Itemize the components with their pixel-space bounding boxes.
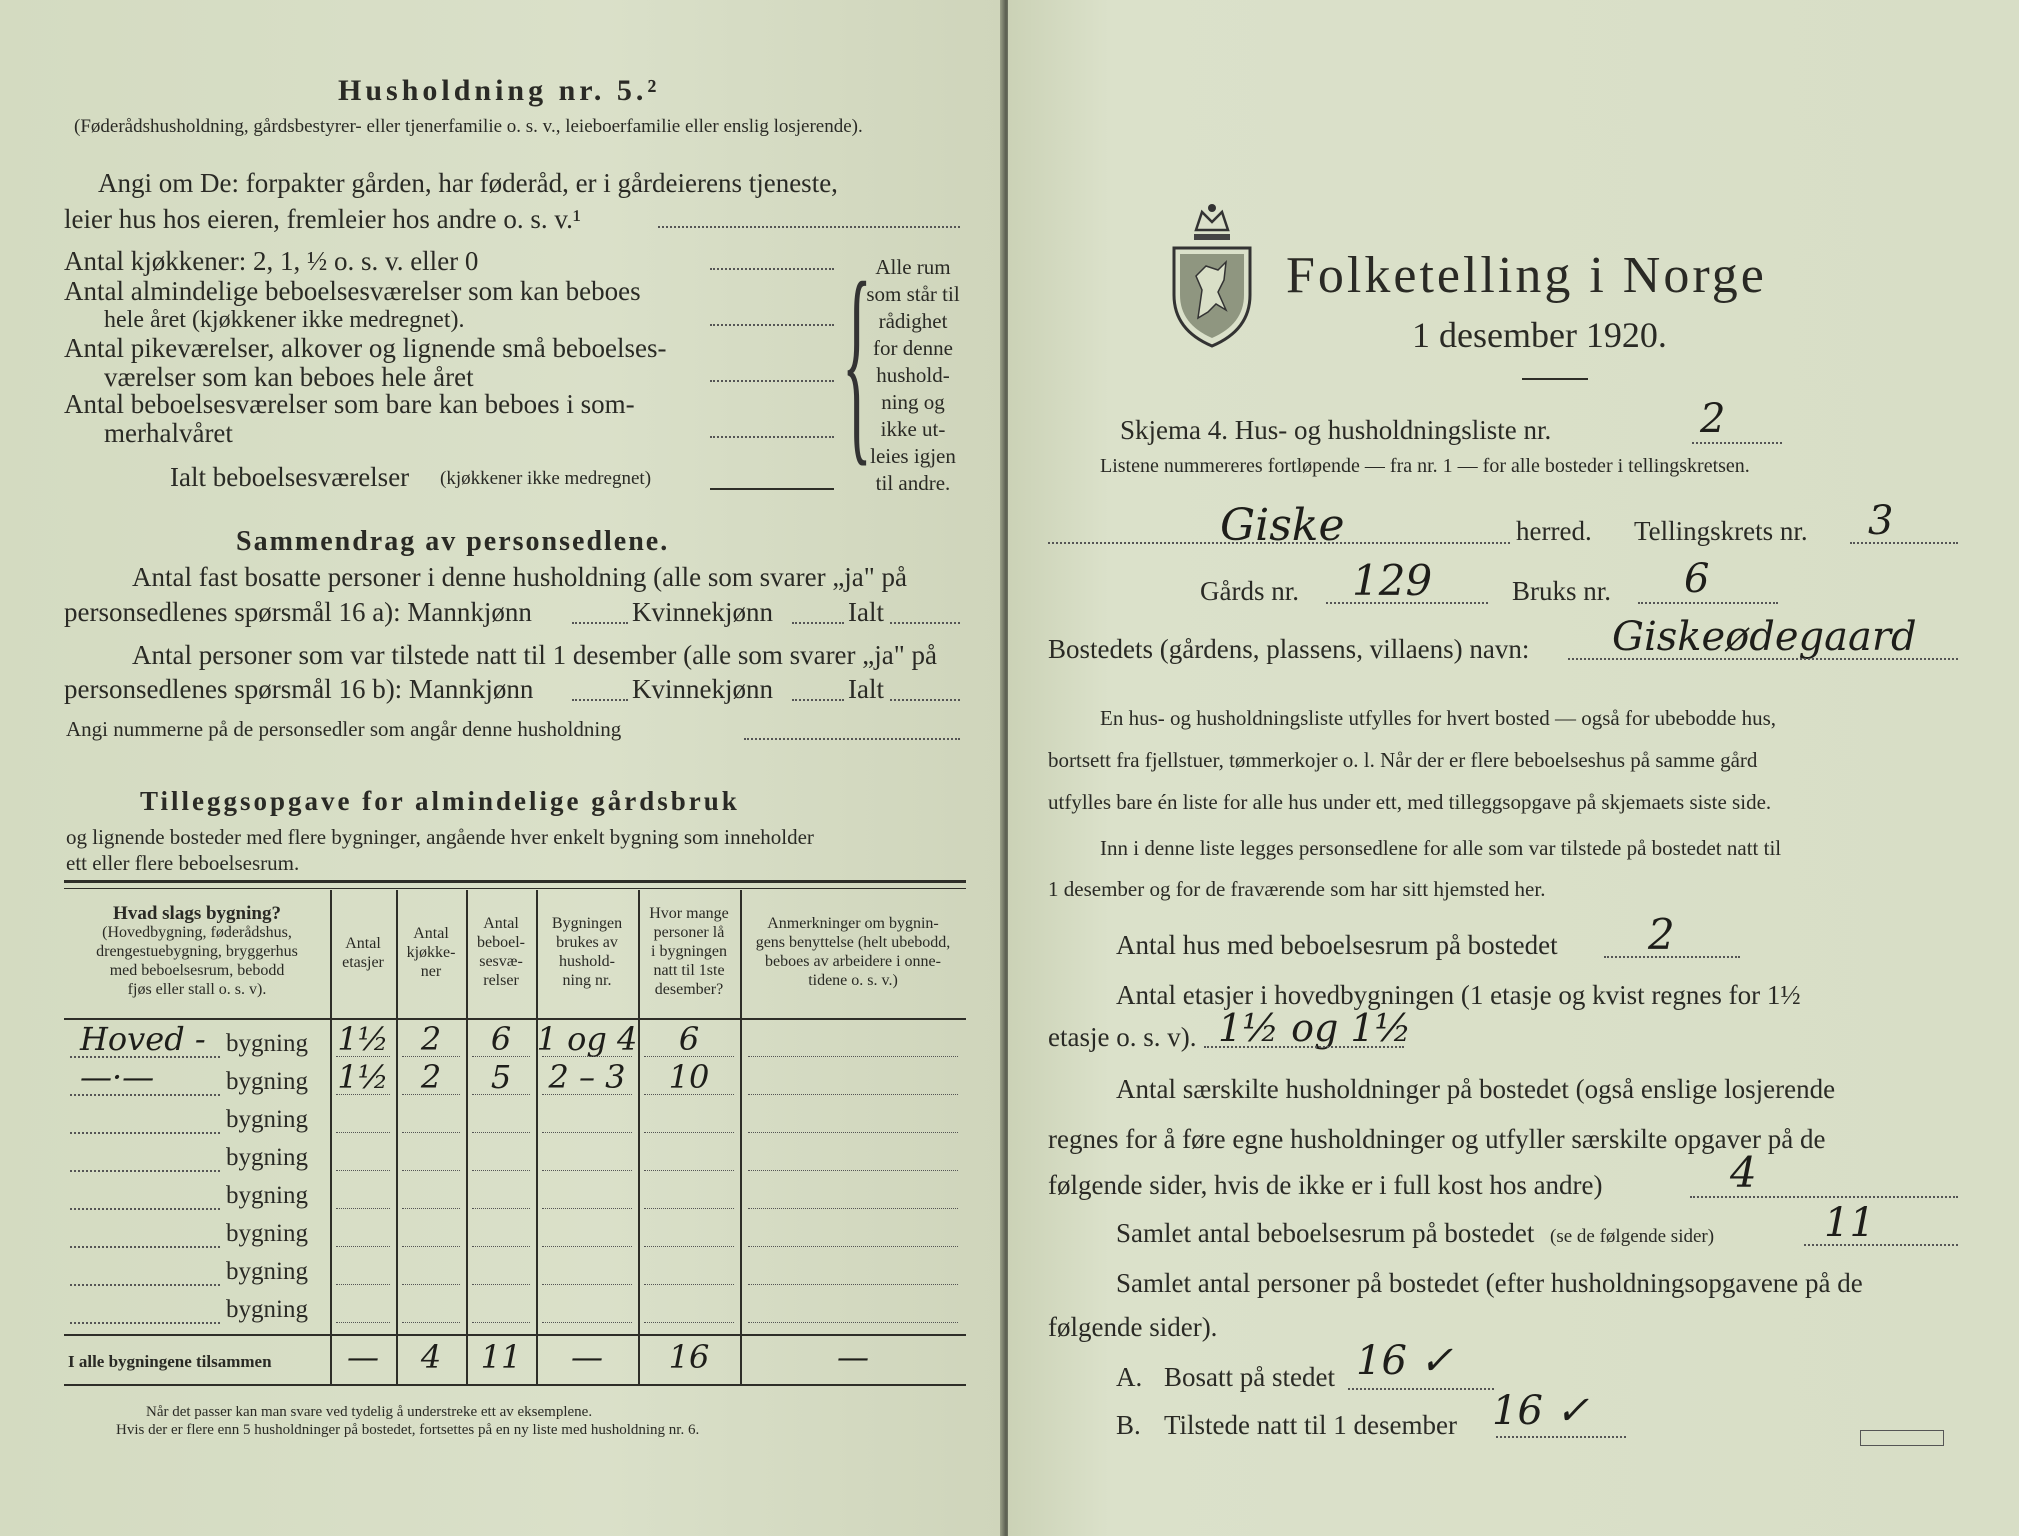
skjema-label: Skjema 4. Hus- og husholdningsliste nr. bbox=[1120, 415, 1552, 445]
table-header-cell bbox=[740, 914, 966, 990]
b-line bbox=[1496, 1436, 1626, 1438]
krets-value: 3 bbox=[1868, 498, 1894, 544]
building-suffix: bygning bbox=[226, 1106, 308, 1133]
header-rule bbox=[64, 1018, 966, 1020]
table-header-text: Antal bbox=[483, 915, 519, 932]
cell-line bbox=[402, 1094, 460, 1095]
hush-value: 4 bbox=[1730, 1148, 1757, 1197]
cell-personer: 6 bbox=[678, 1020, 700, 1058]
table-header-text: Anmerkninger om bygnin- bbox=[767, 915, 939, 932]
table-header-text: Bygningen bbox=[551, 915, 623, 932]
table-header-cell bbox=[638, 904, 740, 999]
cell-line bbox=[542, 1284, 632, 1285]
cell-vaerelser: 6 bbox=[490, 1020, 512, 1058]
building-suffix: bygning bbox=[226, 1182, 308, 1209]
side-note-line: som står til bbox=[866, 282, 960, 306]
table-header-text: med beboelsesrum, bebodd bbox=[109, 962, 285, 979]
table-header-cell bbox=[64, 904, 330, 999]
etasjer-line1: Antal etasjer i hovedbygningen (1 etasje og kvist regnes for 1½ bbox=[1116, 980, 1801, 1010]
rooms-kjokkener: Antal kjøkkener: 2, 1, ½ o. s. v. eller 0 bbox=[64, 246, 479, 276]
building-type-line bbox=[70, 1094, 220, 1096]
building-type-line bbox=[70, 1208, 220, 1210]
bruks-value: 6 bbox=[1684, 556, 1710, 602]
side-note-line: til andre. bbox=[875, 471, 951, 495]
side-note-line: ikke ut- bbox=[880, 417, 946, 441]
summary-p1-line1: Antal fast bosatte personer i denne husholdning (alle som svarer „ja" på bbox=[132, 562, 908, 592]
summary-angi: Angi nummerne på de personsedler som angår denne husholdning bbox=[66, 717, 622, 741]
b-text: Tilstede natt til 1 desember bbox=[1164, 1410, 1457, 1440]
etasjer-value: 1½ og 1½ bbox=[1218, 1006, 1412, 1050]
cell-line bbox=[644, 1284, 734, 1285]
cell-line bbox=[644, 1170, 734, 1171]
samlet-rum-note: (se de følgende sider) bbox=[1550, 1226, 1715, 1247]
herred-line bbox=[1048, 542, 1510, 544]
table-header-text: gens benyttelse (helt ubebodd, bbox=[755, 934, 951, 951]
bosted-value: Giskeødegaard bbox=[1612, 614, 1917, 660]
cell-husholdning: 1 og 4 bbox=[536, 1020, 638, 1058]
hush-line3: følgende sider, hvis de ikke er i full kost hos andre) bbox=[1048, 1170, 1603, 1200]
rooms-pike-1: Antal pikeværelser, alkover og lignende små beboelses- bbox=[64, 333, 667, 363]
tillegg-title: Tilleggsopgave for almindelige gårdsbruk bbox=[140, 786, 740, 816]
kvinne-label: Kvinnekjønn bbox=[632, 597, 773, 627]
hush-line bbox=[1690, 1196, 1958, 1198]
total-vaerelser: 11 bbox=[480, 1338, 522, 1376]
cell-line bbox=[542, 1056, 632, 1057]
total-rule bbox=[64, 1334, 966, 1336]
table-header-text: relser bbox=[483, 972, 519, 989]
room-value-line bbox=[710, 268, 834, 270]
ialt-line bbox=[890, 699, 960, 701]
rooms-alm-2: hele året (kjøkkener ikke medregnet). bbox=[104, 307, 465, 333]
cell-line bbox=[748, 1208, 958, 1209]
table-header-cell bbox=[536, 914, 638, 990]
skjema-nr-line bbox=[1692, 442, 1782, 444]
cell-personer: 10 bbox=[668, 1058, 710, 1096]
cell-line bbox=[472, 1056, 530, 1057]
building-type-line bbox=[70, 1284, 220, 1286]
table-header-text: personer lå bbox=[653, 924, 725, 941]
cell-line bbox=[402, 1322, 460, 1323]
b-value: 16 ✓ bbox=[1492, 1388, 1590, 1434]
cell-line bbox=[402, 1170, 460, 1171]
cell-line bbox=[402, 1208, 460, 1209]
ialt-line bbox=[890, 622, 960, 624]
cell-line bbox=[472, 1322, 530, 1323]
cell-line bbox=[336, 1284, 390, 1285]
instruction-line-2: leier hus hos eieren, fremleier hos andre o. s. v.¹ bbox=[64, 204, 581, 234]
rooms-ialt-note: (kjøkkener ikke medregnet) bbox=[440, 468, 652, 489]
total-label: I alle bygningene tilsammen bbox=[68, 1352, 272, 1371]
rooms-ialt: Ialt beboelsesværelser bbox=[170, 462, 410, 492]
building-suffix: bygning bbox=[226, 1220, 308, 1247]
cell-line bbox=[542, 1322, 632, 1323]
para1-line3: utfylles bare én liste for alle hus under ett, med tilleggsopgave på skjemaets siste side. bbox=[1048, 790, 1772, 814]
table-bottom-rule bbox=[64, 1384, 966, 1386]
room-total-line bbox=[710, 488, 834, 490]
ialt-label: Ialt bbox=[848, 597, 884, 627]
hus-line bbox=[1604, 956, 1740, 958]
summary-p2-line2: personsedlenes spørsmål 16 b): Mannkjønn bbox=[64, 674, 534, 704]
total-personer: 16 bbox=[668, 1338, 710, 1376]
kvinne-line bbox=[792, 699, 844, 701]
table-header-text: Antal bbox=[345, 935, 381, 952]
cell-line bbox=[644, 1132, 734, 1133]
cell-line bbox=[472, 1094, 530, 1095]
table-header-text: fjøs eller stall o. s. v). bbox=[127, 981, 267, 998]
total-anm: — bbox=[837, 1338, 869, 1376]
cell-line bbox=[542, 1208, 632, 1209]
title-rule bbox=[1522, 378, 1588, 380]
cell-line bbox=[472, 1284, 530, 1285]
cell-line bbox=[644, 1094, 734, 1095]
a-value: 16 ✓ bbox=[1356, 1338, 1454, 1384]
cell-husholdning: 2 – 3 bbox=[548, 1058, 626, 1096]
table-header-text: desember? bbox=[654, 981, 724, 998]
rooms-side-note bbox=[860, 254, 966, 497]
left-page bbox=[0, 0, 1003, 1536]
bruks-label: Bruks nr. bbox=[1512, 576, 1612, 606]
building-type-line bbox=[70, 1132, 220, 1134]
table-header-text: etasjer bbox=[342, 954, 384, 971]
building-type: —·— bbox=[80, 1058, 155, 1096]
tillegg-sub1: og lignende bosteder med flere bygninger, angående hver enkelt bygning som inneholder bbox=[66, 825, 814, 849]
para2-line1: Inn i denne liste legges personsedlene for alle som var tilstede på bostedet natt til bbox=[1100, 836, 1782, 860]
bosted-line bbox=[1568, 658, 1958, 660]
mann-line bbox=[572, 699, 628, 701]
cell-line bbox=[336, 1322, 390, 1323]
census-date: 1 desember 1920. bbox=[1412, 315, 1667, 355]
table-header-text: ning nr. bbox=[562, 972, 612, 989]
side-note-line: rådighet bbox=[878, 309, 948, 333]
a-text: Bosatt på stedet bbox=[1164, 1362, 1335, 1392]
samlet-rum-line bbox=[1804, 1244, 1958, 1246]
listene-note: Listene nummereres fortløpende — fra nr. 1 — for alle bosteder i tellingskretsen. bbox=[1100, 455, 1750, 477]
cell-line bbox=[336, 1094, 390, 1095]
building-suffix: bygning bbox=[226, 1030, 308, 1057]
building-type: Hoved - bbox=[80, 1020, 206, 1058]
para1-line2: bortsett fra fjellstuer, tømmerkojer o. l. Når der er flere beboelseshus på samme gård bbox=[1048, 748, 1758, 772]
para2-line2: 1 desember og for de fraværende som har sitt hjemsted her. bbox=[1048, 877, 1546, 901]
table-header-text: beboes av arbeidere i onne- bbox=[765, 953, 941, 970]
table-header-text: drengestuebygning, bryggerhus bbox=[96, 943, 298, 960]
hus-value: 2 bbox=[1648, 910, 1675, 959]
summary-p1-line2: personsedlenes spørsmål 16 a): Mannkjønn bbox=[64, 597, 532, 627]
table-header-text: ner bbox=[420, 963, 442, 980]
cell-line bbox=[472, 1208, 530, 1209]
side-note-line: hushold- bbox=[876, 363, 950, 387]
room-value-line bbox=[710, 324, 834, 326]
cell-line bbox=[748, 1246, 958, 1247]
kvinne-line bbox=[792, 622, 844, 624]
cell-line bbox=[644, 1208, 734, 1209]
cell-line bbox=[336, 1170, 390, 1171]
building-suffix: bygning bbox=[226, 1296, 308, 1323]
kvinne-label: Kvinnekjønn bbox=[632, 674, 773, 704]
cell-line bbox=[748, 1094, 958, 1095]
census-title: Folketelling i Norge bbox=[1286, 247, 1767, 304]
gards-value: 129 bbox=[1352, 556, 1433, 605]
cell-line bbox=[472, 1132, 530, 1133]
summary-title: Sammendrag av personsedlene. bbox=[236, 526, 670, 557]
cell-line bbox=[336, 1208, 390, 1209]
cell-etasjer: 1½ bbox=[337, 1020, 389, 1058]
ialt-label: Ialt bbox=[848, 674, 884, 704]
rooms-alm-1: Antal almindelige beboelsesværelser som kan beboes bbox=[64, 276, 641, 306]
household-subtitle: (Føderådshusholdning, gårdsbestyrer- eller tjenerfamilie o. s. v., leieboerfamilie eller enslig losjerende). bbox=[74, 116, 863, 137]
table-header-text: brukes av bbox=[556, 934, 618, 951]
cell-line bbox=[542, 1094, 632, 1095]
hush-line1: Antal særskilte husholdninger på bostedet (også enslige losjerende bbox=[1116, 1074, 1836, 1104]
side-note-line: Alle rum bbox=[875, 255, 951, 279]
summary-p2-line1: Antal personer som var tilstede natt til 1 desember (alle som svarer „ja" på bbox=[132, 640, 938, 670]
skjema-nr: 2 bbox=[1700, 396, 1726, 442]
brace: { bbox=[842, 241, 872, 486]
samlet-rum-label: Samlet antal beboelsesrum på bostedet bbox=[1116, 1218, 1535, 1248]
a-label: A. bbox=[1116, 1362, 1143, 1392]
gards-label: Gårds nr. bbox=[1200, 576, 1299, 606]
table-header-text: kjøkke- bbox=[406, 944, 456, 961]
cell-kjokken: 2 bbox=[420, 1058, 442, 1096]
room-value-line bbox=[710, 380, 834, 382]
a-line bbox=[1348, 1388, 1494, 1390]
table-top-rule bbox=[64, 880, 966, 883]
table-header-cell bbox=[466, 914, 536, 990]
cell-line bbox=[336, 1246, 390, 1247]
b-label: B. bbox=[1116, 1410, 1141, 1440]
hus-label: Antal hus med beboelsesrum på bostedet bbox=[1116, 930, 1558, 960]
cell-kjokken: 2 bbox=[420, 1020, 442, 1058]
hush-line2: regnes for å føre egne husholdninger og utfyller særskilte opgaver på de bbox=[1048, 1124, 1826, 1154]
table-header-cell bbox=[396, 924, 466, 981]
table-header-text: beboel- bbox=[477, 934, 525, 951]
bosted-label: Bostedets (gårdens, plassens, villaens) navn: bbox=[1048, 634, 1530, 664]
cell-line bbox=[748, 1132, 958, 1133]
cell-line bbox=[748, 1322, 958, 1323]
table-header-text: i bygningen bbox=[651, 943, 727, 960]
cell-line bbox=[472, 1170, 530, 1171]
cell-vaerelser: 5 bbox=[490, 1058, 512, 1096]
side-note-line: for denne bbox=[873, 336, 953, 360]
cell-line bbox=[402, 1284, 460, 1285]
total-kjokken: 4 bbox=[420, 1338, 442, 1376]
rooms-pike-2: værelser som kan beboes hele året bbox=[104, 362, 474, 392]
building-suffix: bygning bbox=[226, 1258, 308, 1285]
table-header-cell bbox=[330, 934, 396, 972]
table-header-text: tidene o. s. v.) bbox=[808, 972, 898, 989]
krets-line bbox=[1850, 542, 1958, 544]
table-header-text: Hvor mange bbox=[649, 905, 729, 922]
table-top-rule bbox=[64, 888, 966, 889]
footnote-1: Når det passer kan man svare ved tydelig å understreke ett av eksemplene. bbox=[146, 1404, 593, 1420]
side-note-line: ning og bbox=[881, 390, 945, 414]
total-etasjer: — bbox=[347, 1338, 379, 1376]
samlet-pers-line1: Samlet antal personer på bostedet (efter husholdningsopgavene på de bbox=[1116, 1268, 1863, 1298]
cell-line bbox=[542, 1132, 632, 1133]
cell-line bbox=[644, 1056, 734, 1057]
cell-etasjer: 1½ bbox=[337, 1058, 389, 1096]
samlet-rum-value: 11 bbox=[1824, 1200, 1875, 1246]
side-note-line: leies igjen bbox=[870, 444, 956, 468]
cell-line bbox=[542, 1246, 632, 1247]
household-title: Husholdning nr. 5.² bbox=[338, 74, 661, 107]
cell-line bbox=[644, 1322, 734, 1323]
herred-value: Giske bbox=[1220, 500, 1345, 551]
krets-label: Tellingskrets nr. bbox=[1634, 516, 1808, 546]
cell-line bbox=[644, 1246, 734, 1247]
total-husholdning: — bbox=[571, 1338, 603, 1376]
cell-line bbox=[748, 1056, 958, 1057]
building-suffix: bygning bbox=[226, 1068, 308, 1095]
gards-line bbox=[1326, 602, 1488, 604]
room-value-line bbox=[710, 436, 834, 438]
cell-line bbox=[402, 1056, 460, 1057]
samlet-pers-line2: følgende sider). bbox=[1048, 1312, 1218, 1342]
etasjer-line2: etasje o. s. v). bbox=[1048, 1022, 1197, 1052]
cell-line bbox=[402, 1246, 460, 1247]
building-type-line bbox=[70, 1246, 220, 1248]
angi-line bbox=[744, 738, 960, 740]
table-header-text: Hvad slags bygning? bbox=[113, 903, 281, 924]
building-type-line bbox=[70, 1170, 220, 1172]
rooms-som-2: merhalvåret bbox=[104, 418, 233, 448]
etasjer-value-line bbox=[1204, 1046, 1404, 1048]
bruks-line bbox=[1638, 602, 1778, 604]
cell-line bbox=[336, 1132, 390, 1133]
para1-line1: En hus- og husholdningsliste utfylles for hvert bosted — også for ubebodde hus, bbox=[1100, 706, 1776, 730]
instruction-line-1: Angi om De: forpakter gården, har føderåd, er i gårdeierens tjeneste, bbox=[98, 168, 838, 198]
table-header-text: Antal bbox=[413, 925, 449, 942]
table-header-text: (Hovedbygning, føderådshus, bbox=[102, 924, 292, 941]
coat-of-arms-icon bbox=[1166, 200, 1258, 350]
mann-line bbox=[572, 622, 628, 624]
answer-line bbox=[658, 226, 960, 228]
rooms-som-1: Antal beboelsesværelser som bare kan beboes i som- bbox=[64, 389, 635, 419]
table-header-text: sesvæ- bbox=[479, 953, 523, 970]
right-page bbox=[1008, 0, 2019, 1536]
building-type-line bbox=[70, 1322, 220, 1324]
table-header-text: natt til 1ste bbox=[653, 962, 725, 979]
footnote-2: Hvis der er flere enn 5 husholdninger på bostedet, fortsettes på en ny liste med husholdning nr. 6. bbox=[116, 1422, 700, 1438]
table-header-text: hushold- bbox=[559, 953, 615, 970]
cell-line bbox=[542, 1170, 632, 1171]
building-suffix: bygning bbox=[226, 1144, 308, 1171]
cell-line bbox=[402, 1132, 460, 1133]
herred-label: herred. bbox=[1516, 516, 1592, 546]
cell-line bbox=[748, 1284, 958, 1285]
cell-line bbox=[472, 1246, 530, 1247]
cell-line bbox=[748, 1170, 958, 1171]
tillegg-sub2: ett eller flere beboelsesrum. bbox=[66, 851, 300, 875]
printer-stamp bbox=[1860, 1430, 1944, 1446]
cell-line bbox=[336, 1056, 390, 1057]
